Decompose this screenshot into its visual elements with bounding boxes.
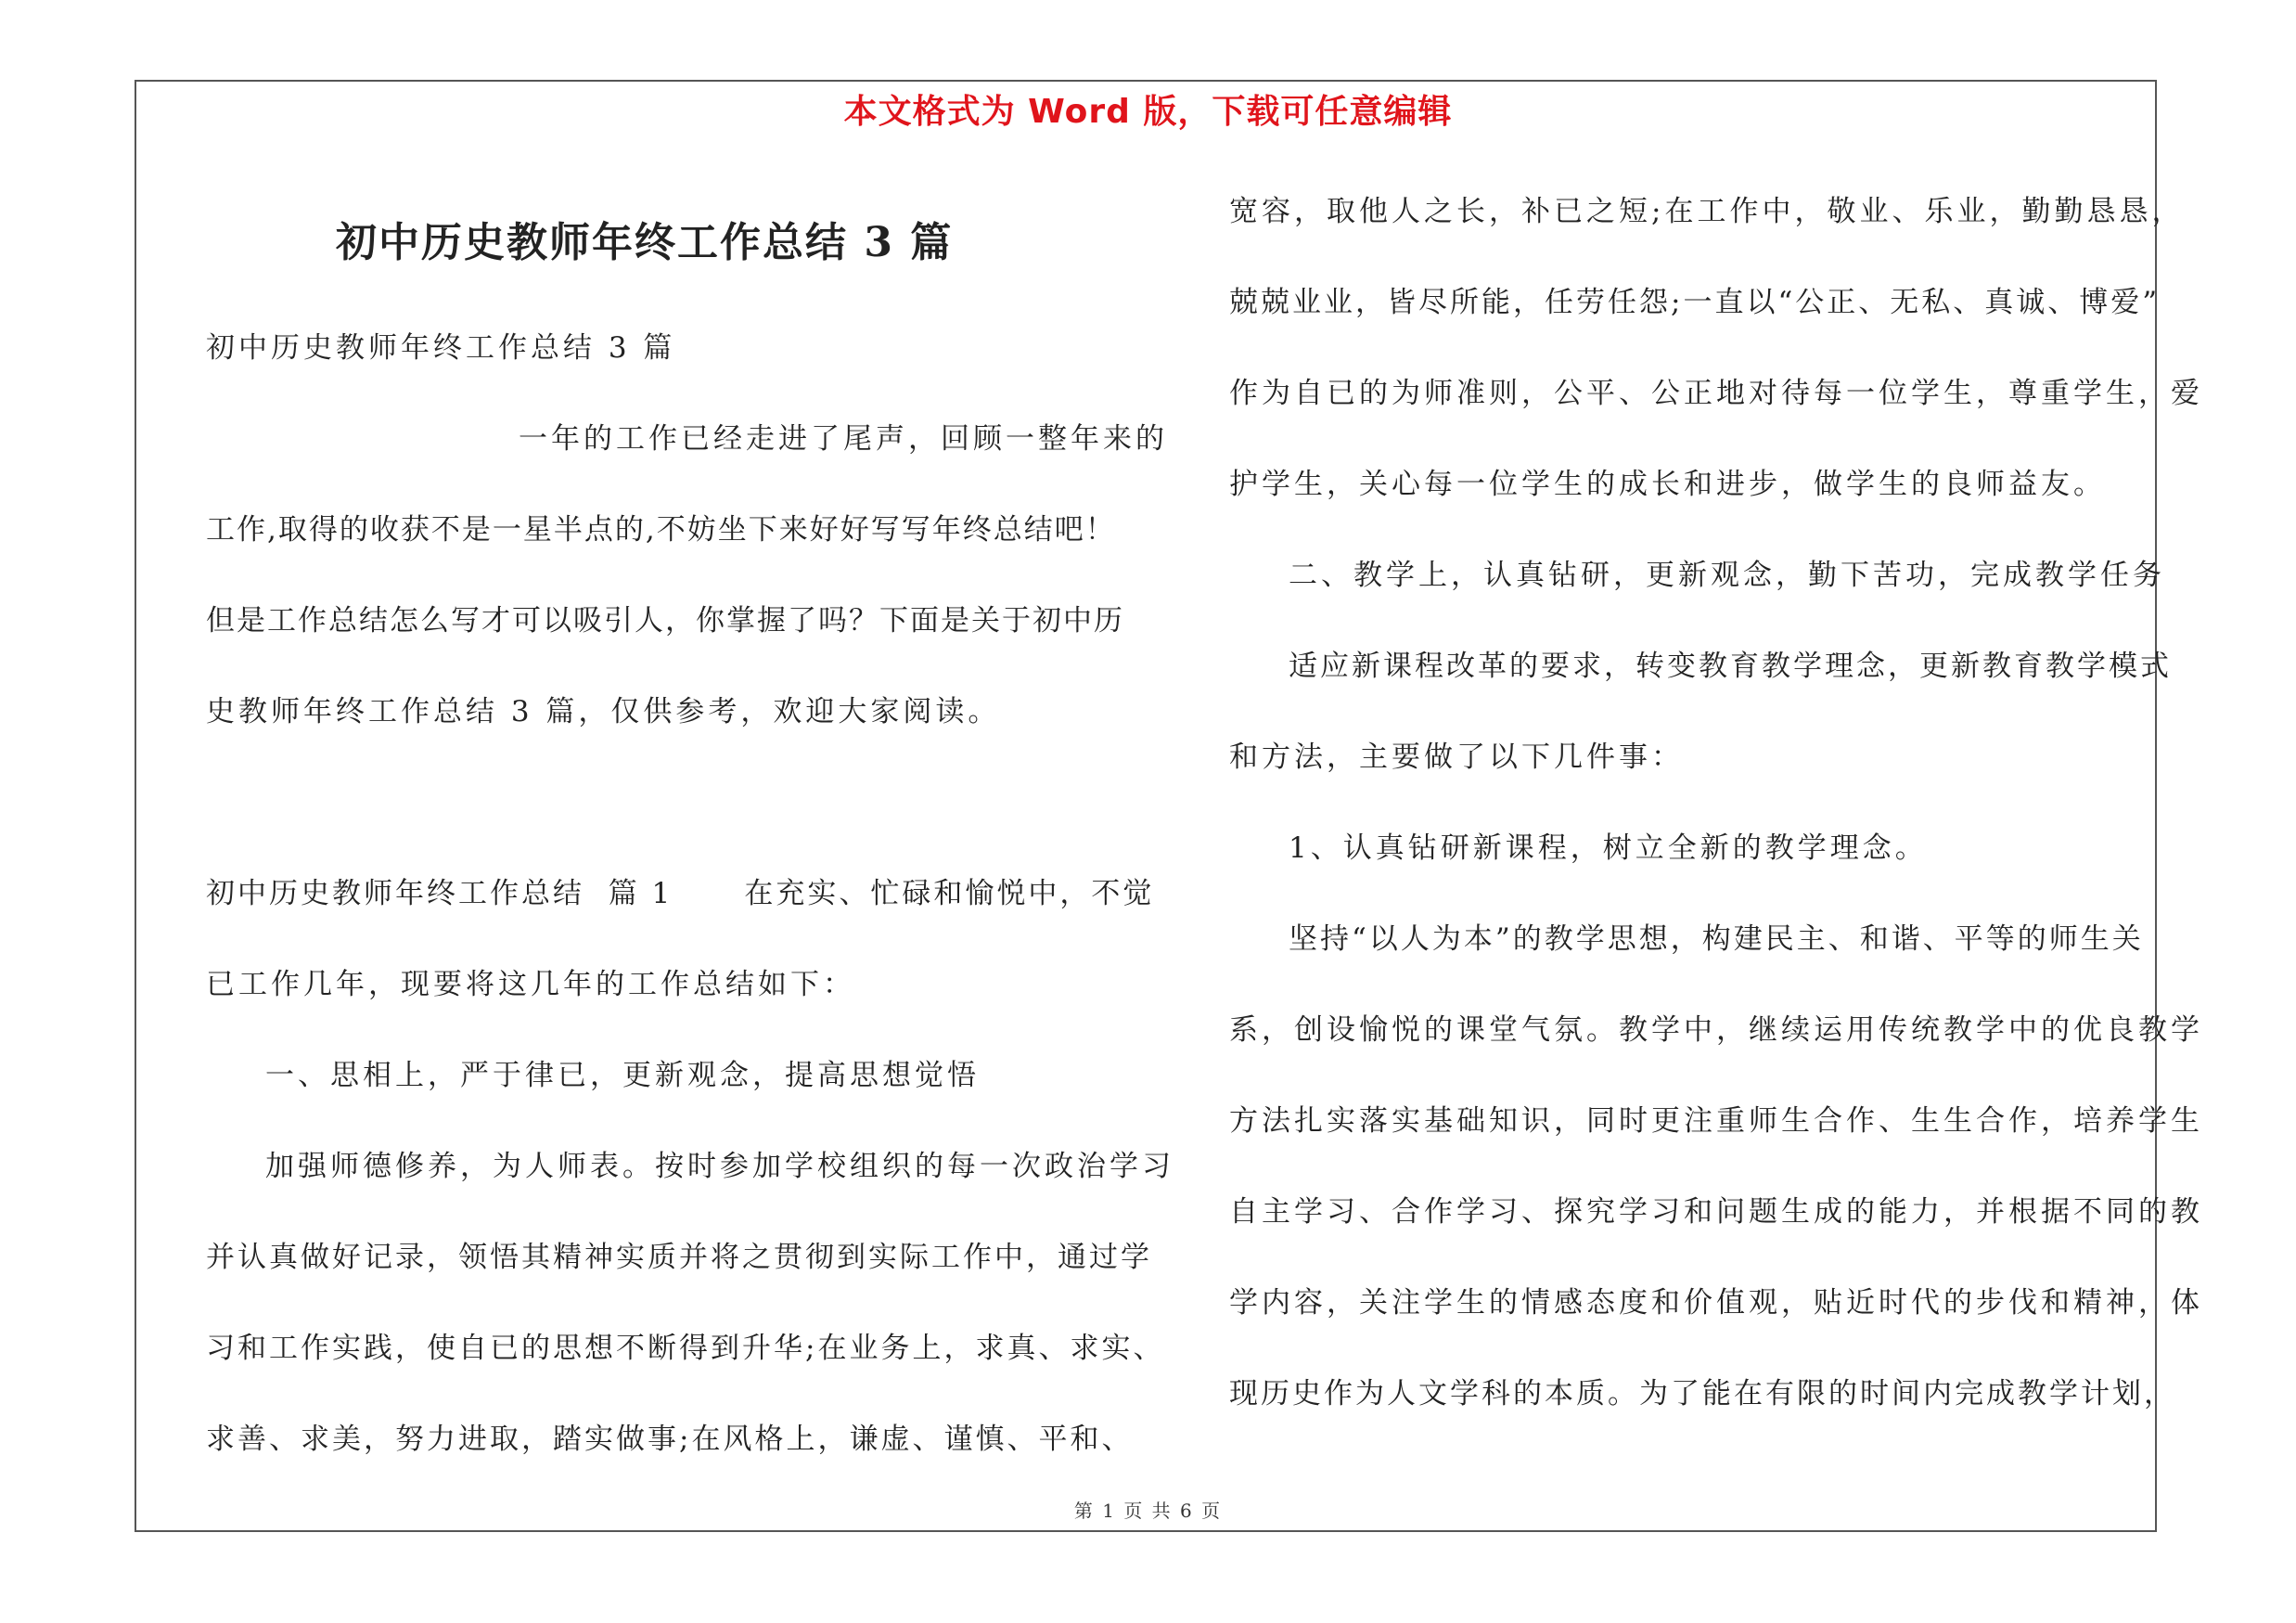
text-line: 习和工作实践，使自已的思想不断得到升华;在业务上，求真、求实、: [206, 1332, 1165, 1365]
text-line: 并认真做好记录，领悟其精神实质并将之贯彻到实际工作中，通过学: [206, 1241, 1152, 1274]
page-number-footer: 第 1 页 共 6 页: [1073, 1500, 1223, 1522]
text-line: 学内容，关注学生的情感态度和价值观，贴近时代的步伐和精神，体: [1229, 1286, 2203, 1320]
text-line: 初中历史教师年终工作总结 3 篇: [206, 331, 676, 365]
section-heading: 初中历史教师年终工作总结 篇 1 在充实、忙碌和愉悦中，不觉: [206, 877, 1155, 910]
text-line: 系，创设愉悦的课堂气氛。教学中，继续运用传统教学中的优良教学: [1229, 1013, 2203, 1047]
text-line: 工作,取得的收获不是一星半点的,不妨坐下来好好写写年终总结吧！: [206, 513, 1116, 547]
text-line: 一年的工作已经走进了尾声，回顾一整年来的: [519, 422, 1168, 456]
text-line: 求善、求美，努力进取，踏实做事;在风格上，谦虚、谨慎、平和、: [206, 1423, 1134, 1456]
text-line: 兢兢业业，皆尽所能，任劳任怨;一直以“公正、无私、真诚、博爱”: [1229, 286, 2161, 319]
subsection-heading: 一、思相上，严于律已，更新观念，提高思想觉悟: [265, 1059, 980, 1092]
text-line: 方法扎实落实基础知识，同时更注重师生合作、生生合作，培养学生: [1229, 1104, 2203, 1138]
text-line: 加强师德修养，为人师表。按时参加学校组织的每一次政治学习: [265, 1150, 1174, 1183]
text-line: 作为自已的为师准则，公平、公正地对待每一位学生，尊重学生，爱: [1229, 377, 2203, 410]
text-line: 现历史作为人文学科的本质。为了能在有限的时间内完成教学计划，: [1229, 1377, 2175, 1410]
text-line: 坚持“以人为本”的教学思想，构建民主、和谐、平等的师生关: [1289, 922, 2144, 956]
text-line: 已工作几年，现要将这几年的工作总结如下：: [206, 968, 855, 1001]
text-line: 宽容，取他人之长，补已之短;在工作中，敬业、乐业，勤勤恳恳，: [1229, 195, 2185, 228]
text-line: 史教师年终工作总结 3 篇，仅供参考，欢迎大家阅读。: [206, 695, 1001, 728]
format-banner: 本文格式为 Word 版，下载可任意编辑: [843, 93, 1453, 131]
text-line: 和方法，主要做了以下几件事：: [1229, 741, 1684, 774]
text-line: 适应新课程改革的要求，转变教育教学理念，更新教育教学模式: [1289, 650, 2172, 683]
text-line: 但是工作总结怎么写才可以吸引人，你掌握了吗？下面是关于初中历: [206, 604, 1124, 638]
subsection-heading: 二、教学上，认真钻研，更新观念，勤下苦功，完成教学任务: [1289, 559, 2165, 592]
text-line: 护学生，关心每一位学生的成长和进步，做学生的良师益友。: [1229, 468, 2106, 501]
text-line: 自主学习、合作学习、探究学习和问题生成的能力，并根据不同的教: [1229, 1195, 2203, 1229]
subsection-heading: 1、认真钻研新课程，树立全新的教学理念。: [1289, 831, 1928, 865]
document-title: 初中历史教师年终工作总结 3 篇: [336, 219, 954, 266]
